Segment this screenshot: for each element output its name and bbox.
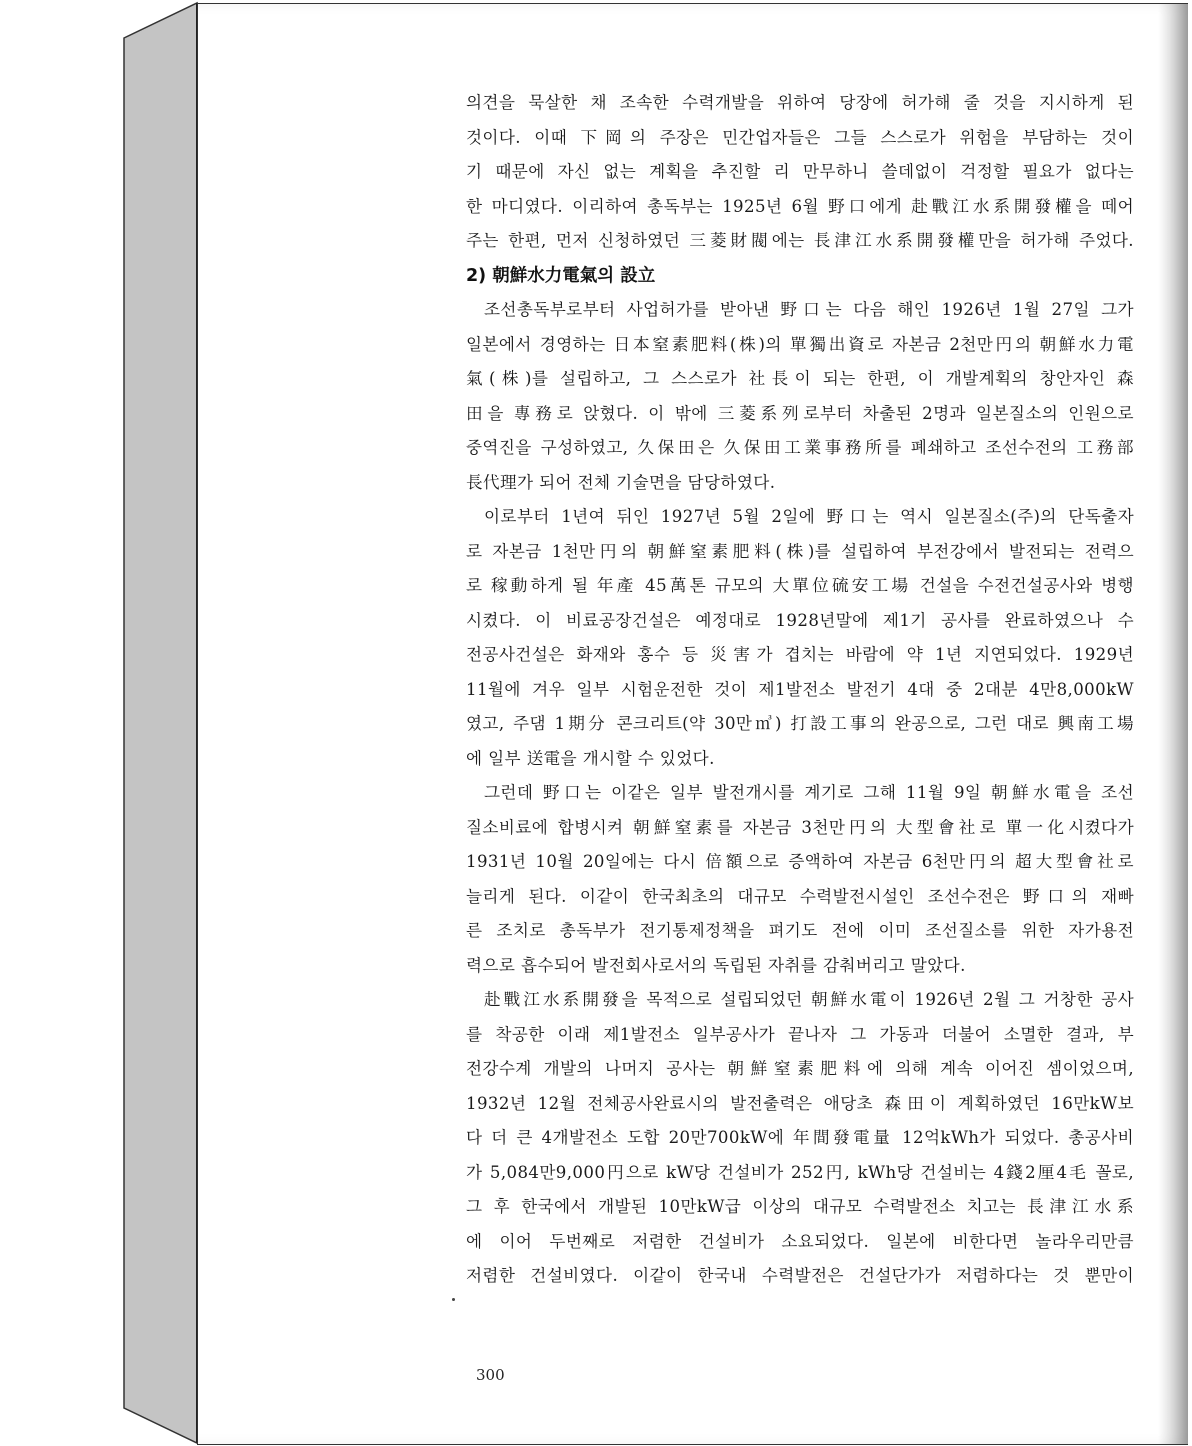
text-line: 가 5,084만9,000円으로 kW당 건설비가 252円, kWh당 건설비는 4錢2厘4毛 꼴로,	[466, 1162, 1134, 1182]
text-line: 로 자본금 1천만円의 朝鮮窒素肥料(株)를 설립하여 부전강에서 발전되는 전력으	[466, 541, 1134, 561]
text-line: 중역진을 구성하였고, 久保田은 久保田工業事務所를 폐쇄하고 조선수전의 工務部	[466, 438, 1134, 457]
text-line: 그런데 野口는 이같은 일부 발전개시를 계기로 그해 11월 9일 朝鮮水電을 조선	[484, 783, 1134, 802]
paragraph-2	[466, 293, 1134, 500]
page-number: 300	[476, 1366, 505, 1384]
paragraph-1	[466, 86, 1134, 259]
text-line: 赴戰江水系開發을 목적으로 설립되었던 朝鮮水電이 1926년 2월 그 거창한 공사	[484, 990, 1134, 1009]
paragraph-4	[466, 776, 1134, 983]
text-line: 전공사건설은 화재와 홍수 등 災害가 겹치는 바람에 약 1년 지연되었다. 1929년	[466, 645, 1134, 664]
text-line: 조선총독부로부터 사업허가를 받아낸 野口는 다음 해인 1926년 1월 27일 그가	[484, 300, 1134, 319]
book-page-edge	[122, 0, 202, 1446]
text-line: 이로부터 1년여 뒤인 1927년 5월 2일에 野口는 역시 일본질소(주)의 단독출자	[484, 507, 1134, 526]
text-line: 일본에서 경영하는 日本窒素肥料(株)의 單獨出資로 자본금 2천만円의 朝鮮水力電	[466, 334, 1134, 354]
text-line: 의견을 묵살한 채 조속한 수력개발을 위하여 당장에 허가해 줄 것을 지시하게 된	[466, 93, 1134, 112]
paragraph-5	[466, 983, 1134, 1294]
text-line: 로 稼動하게 될 年產 45萬톤 규모의 大單位硫安工場 건설을 수전건설공사와 병행	[466, 576, 1134, 595]
text-line: 질소비료에 합병시켜 朝鮮窒素를 자본금 3천만円의 大型會社로 單一化시켰다가	[466, 817, 1134, 837]
section-heading: 2) 朝鮮水力電氣의 設立	[466, 265, 656, 286]
paragraph-3	[466, 500, 1134, 776]
page-gutter-shadow	[1158, 4, 1188, 1444]
text-line: 그 후 한국에서 개발된 10만kW급 이상의 대규모 수력발전소 치고는 長津江水系	[466, 1197, 1134, 1216]
text-line: 에 일부 送電을 개시할 수 있었다.	[466, 748, 715, 768]
text-line: 11월에 겨우 일부 시험운전한 것이 제1발전소 발전기 4대 중 2대분 4만8,000kW	[466, 679, 1134, 699]
text-line: 른 조치로 총독부가 전기통제정책을 펴기도 전에 이미 조선질소를 위한 자가용전	[466, 921, 1134, 940]
text-line: 長代理가 되어 전체 기술면을 담당하였다.	[466, 472, 776, 492]
page-body	[466, 86, 1134, 1294]
text-line: 1931년 10월 20일에는 다시 倍額으로 증액하여 자본금 6천만円의 超大型會社로	[466, 852, 1134, 871]
text-line: 氣(株)를 설립하고, 그 스스로가 社長이 되는 한편, 이 개발계획의 창안자인 森	[466, 369, 1134, 388]
text-line: 것이다. 이때 下岡의 주장은 민간업자들은 그들 스스로가 위험을 부담하는 것이	[466, 127, 1134, 147]
text-line: 였고, 주댐 1期分 콘크리트(약 30만㎥) 打設工事의 완공으로, 그런 대로 興南工場	[466, 714, 1134, 733]
text-line: 에 이어 두번째로 저렴한 건설비가 소요되었다. 일본에 비한다면 놀라우리만큼	[466, 1231, 1134, 1251]
text-line: 저렴한 건설비였다. 이같이 한국내 수력발전은 건설단가가 저렴하다는 것 뿐만이	[466, 1266, 1134, 1285]
text-line: 전강수계 개발의 나머지 공사는 朝鮮窒素肥料에 의해 계속 이어진 셈이었으며,	[466, 1059, 1134, 1078]
text-line: 다 더 큰 4개발전소 도합 20만700kW에 年間發電量 12억kWh가 되었다. 총공사비	[466, 1128, 1134, 1147]
text-line: 기 때문에 자신 없는 계획을 추진할 리 만무하니 쓸데없이 걱정할 필요가 없다는	[466, 162, 1134, 181]
text-line: 한 마디였다. 이리하여 총독부는 1925년 6월 野口에게 赴戰江水系開發權을 떼어	[466, 196, 1134, 216]
text-line: 田을 專務로 앉혔다. 이 밖에 三菱系列로부터 차출된 2명과 일본질소의 인원으로	[466, 403, 1134, 423]
text-line: 1932년 12월 전체공사완료시의 발전출력은 애당초 森田이 계획하였던 16만kW보	[466, 1093, 1134, 1113]
text-line: 를 착공한 이래 제1발전소 일부공사가 끝나자 그 가동과 더불어 소멸한 결과, 부	[466, 1024, 1134, 1044]
text-line: 늘리게 된다. 이같이 한국최초의 대규모 수력발전시설인 조선수전은 野口의 재빠	[466, 886, 1134, 906]
text-line: 주는 한편, 먼저 신청하였던 三菱財閥에는 長津江水系開發權만을 허가해 주었다.	[466, 231, 1134, 250]
text-line: 시켰다. 이 비료공장건설은 예정대로 1928년말에 제1기 공사를 완료하였으나 수	[466, 610, 1134, 630]
scan-speck	[452, 1298, 455, 1301]
text-line: 력으로 흡수되어 발전회사로서의 독립된 자취를 감춰버리고 말았다.	[466, 955, 966, 975]
